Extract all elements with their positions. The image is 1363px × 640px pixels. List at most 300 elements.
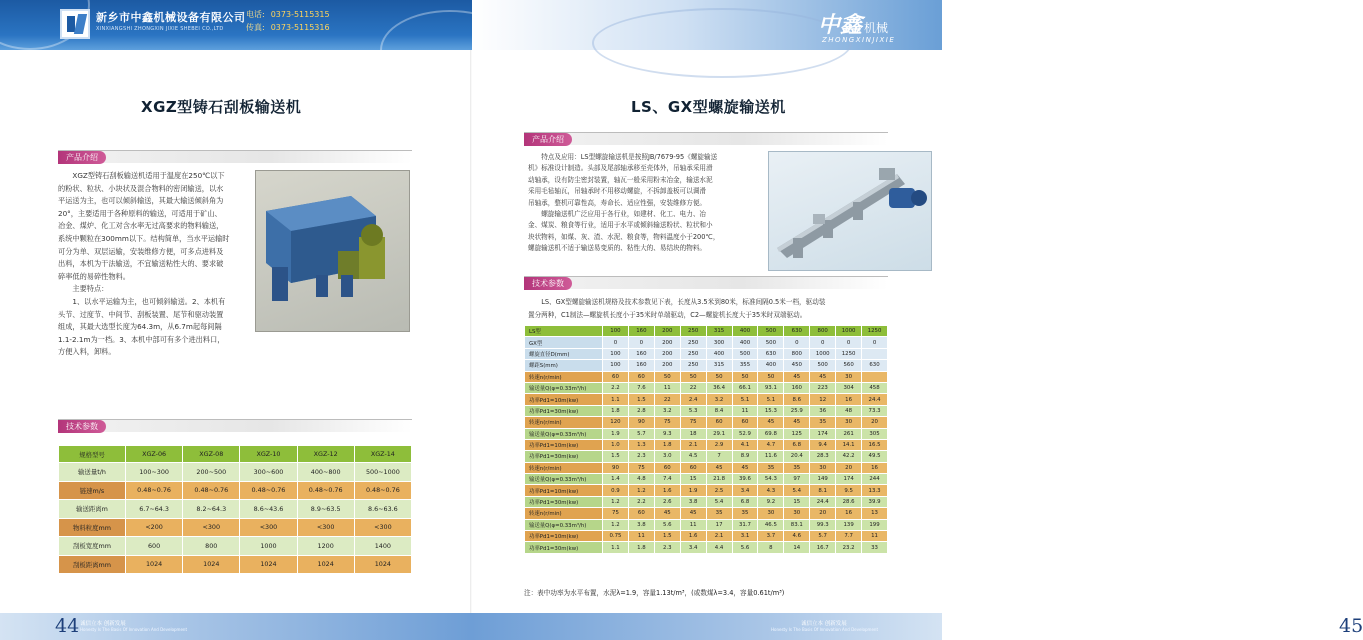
table-cell: 5.1 [758,394,784,405]
table-cell: 1.8 [654,439,680,450]
intro-line: 系统中颗粒在300mm以下。结构简单，当水平运输时 [58,233,230,243]
table-cell: 400 [706,348,732,359]
row-label-cell: 螺旋直径D(mm) [525,348,603,359]
table-cell: 50 [680,371,706,382]
header-left [0,0,472,50]
table-cell: 0.48~0.76 [126,481,183,500]
table-cell: 250 [680,337,706,348]
table-cell: 560 [836,360,862,371]
table-cell: <300 [354,518,411,537]
table-cell: 60 [732,417,758,428]
row-label-cell: 功率Pd1=30m(kw) [525,405,603,416]
fax-label: 传真: [246,23,265,32]
table-cell: 160 [628,360,654,371]
table-cell: 75 [628,462,654,473]
table-cell: 60 [706,417,732,428]
table-cell: 630 [862,360,888,371]
table-cell: 0.9 [603,485,629,496]
table-cell: 60 [654,462,680,473]
table-cell: 1000 [240,537,297,556]
footer-left [0,613,471,640]
table-cell: 139 [836,519,862,530]
table-cell: 3.1 [732,531,758,542]
company-name: 新乡市中鑫机械设备有限公司 [96,11,246,24]
table-cell: 500 [732,348,758,359]
table-row [525,428,888,439]
page-number: 45 [1339,615,1363,637]
brand-logo [818,8,888,39]
table-cell: 0 [836,337,862,348]
table-cell: 250 [680,348,706,359]
row-label-cell: 刮板距离mm [59,555,126,574]
table-header-cell: 630 [784,326,810,337]
intro-line: 1、以水平运输为主，也可倾斜输送。2、本机有 [72,296,226,306]
right-intro-heading: 产品介绍 [524,133,572,146]
table-cell: 1024 [183,555,240,574]
table-cell: 1400 [354,537,411,556]
table-cell: 8.2~64.3 [183,500,240,519]
right-specs-bar [524,276,888,289]
table-cell: 12 [810,394,836,405]
table-cell: 90 [603,462,629,473]
table-header-cell: 1250 [862,326,888,337]
table-cell: 45 [810,371,836,382]
table-cell [862,371,888,382]
specs-line: 置分两种，C1制法—螺旋机长度小于35米时单端驱动，C2—螺旋机长度大于35米时双端驱动。 [528,311,807,319]
table-cell: 630 [758,348,784,359]
table-cell: 60 [680,462,706,473]
table-cell: 3.7 [758,531,784,542]
table-cell: 75 [603,508,629,519]
row-label-cell: 功率Pd1=10m(kw) [525,485,603,496]
table-cell: 4.5 [680,451,706,462]
table-row [525,394,888,405]
table-cell: 20 [862,417,888,428]
table-cell: 160 [628,348,654,359]
phone-number: 0373-5115315 [270,10,330,19]
table-cell: 174 [810,428,836,439]
table-cell: 0.48~0.76 [240,481,297,500]
table-cell [862,348,888,359]
intro-line: 的粉状、粒状、小块状及混合物料的密闭输送，以水 [58,183,224,193]
table-row [525,417,888,428]
table-cell: 25.9 [784,405,810,416]
table-row [59,518,412,537]
row-label-cell: 转速n(r/min) [525,371,603,382]
table-cell: 0 [810,337,836,348]
table-header-cell: 800 [810,326,836,337]
table-cell: 42.2 [836,451,862,462]
table-cell: 4.8 [628,474,654,485]
table-header-cell: 500 [758,326,784,337]
intro-line: 可分为单、双层运输，安装维修方便，可多点进料及 [58,246,224,256]
row-label-cell: 输送量Q(φ=0.33m³/h) [525,428,603,439]
table-cell: 8.6~63.6 [354,500,411,519]
table-row [525,348,888,359]
page-fold [470,50,472,613]
table-cell: 223 [810,382,836,393]
row-label-cell: 输送量Q(φ=0.33m³/h) [525,474,603,485]
table-cell: 2.8 [628,405,654,416]
table-cell: 36.4 [706,382,732,393]
table-cell: 28.6 [836,496,862,507]
table-cell: <300 [183,518,240,537]
table-cell: 1.1 [603,542,629,553]
table-row [525,371,888,382]
table-row [525,451,888,462]
row-label-cell: 功率Pd1=30m(kw) [525,496,603,507]
table-cell: 0.48~0.76 [183,481,240,500]
table-cell: 24.4 [810,496,836,507]
table-cell: 3.8 [680,496,706,507]
table-cell: 39.9 [862,496,888,507]
intro-line: 碎率低的易碎性物料。 [58,271,130,281]
table-cell: 99.3 [810,519,836,530]
table-cell: 29.1 [706,428,732,439]
footer-slogan: 诚信立本 创新发展 [801,621,847,627]
table-cell: 11 [862,531,888,542]
table-cell: 4.1 [732,439,758,450]
table-cell: 355 [732,360,758,371]
table-cell: 500 [758,337,784,348]
table-cell: 800 [183,537,240,556]
intro-line: 20°，主要适用于各种原料的输送，可适用于矿山、 [58,208,222,218]
table-cell: 1024 [126,555,183,574]
table-cell: 36 [810,405,836,416]
footer-slogan-english: Honesty Is The Basis Of Innovation And Development [80,627,188,632]
table-cell: 17 [706,519,732,530]
right-intro-text [528,152,768,255]
table-cell: 3.2 [654,405,680,416]
row-label-cell: 功率Pd1=30m(kw) [525,542,603,553]
table-cell: 5.7 [810,531,836,542]
table-cell: 0 [628,337,654,348]
table-cell: 1.2 [603,519,629,530]
table-cell: <300 [240,518,297,537]
table-cell: 304 [836,382,862,393]
right-page-title: LS、GX型螺旋输送机 [631,98,786,116]
table-cell: 1.2 [628,485,654,496]
table-cell: 16 [862,462,888,473]
table-cell: 6.7~64.3 [126,500,183,519]
table-row [525,360,888,371]
table-cell: 33 [862,542,888,553]
table-header-cell: 160 [628,326,654,337]
table-row [59,481,412,500]
table-cell: 149 [810,474,836,485]
table-cell: 75 [654,417,680,428]
table-cell: 22 [654,394,680,405]
table-cell: 250 [680,360,706,371]
brand-english: ZHONGXINJIXIE [822,36,896,44]
table-cell: <200 [126,518,183,537]
phone-label: 电话: [246,10,265,19]
table-cell: 48 [836,405,862,416]
table-header-cell: 400 [732,326,758,337]
table-cell: 1.5 [654,531,680,542]
table-row [525,462,888,473]
company-logo-icon [60,9,90,39]
table-cell: 120 [603,417,629,428]
table-cell: 1.5 [628,394,654,405]
table-cell: 500~1000 [354,463,411,482]
table-cell: 45 [784,417,810,428]
left-intro-heading: 产品介绍 [58,151,106,164]
table-row [525,485,888,496]
table-cell: 2.1 [680,439,706,450]
row-label-cell: 功率Pd1=10m(kw) [525,439,603,450]
fax-number: 0373-5115316 [270,23,330,32]
footer-right [471,613,1363,640]
row-label-cell: 输送距离m [59,500,126,519]
table-cell: 20.4 [784,451,810,462]
ls-gx-spec-table [524,325,888,554]
table-cell: 244 [862,474,888,485]
table-row [525,542,888,553]
intro-line: 平运送为主，也可以倾斜输送，其最大输送倾斜角为 [58,196,224,206]
table-cell: 54.3 [758,474,784,485]
table-cell: 11 [732,405,758,416]
table-cell: 2.6 [654,496,680,507]
table-header-cell: 315 [706,326,732,337]
table-cell: 45 [654,508,680,519]
left-intro-bar [58,150,412,163]
table-cell: 5.4 [784,485,810,496]
table-cell: 16 [836,508,862,519]
screw-conveyor-photo [768,151,932,271]
row-label-cell: 输送量Q(φ=0.33m³/h) [525,519,603,530]
table-cell: 30 [836,417,862,428]
table-cell: 8.1 [810,485,836,496]
table-cell: 50 [732,371,758,382]
screw-conveyor-image [769,152,933,272]
table-cell: 100~300 [126,463,183,482]
table-cell: 8.9 [732,451,758,462]
row-label-cell: 功率Pd1=30m(kw) [525,451,603,462]
table-row [525,382,888,393]
table-cell: 11.6 [758,451,784,462]
table-cell: 31.7 [732,519,758,530]
table-header-cell: XGZ-10 [240,446,297,463]
table-cell: 50 [706,371,732,382]
right-intro-bar [524,132,888,145]
table-cell: 45 [680,508,706,519]
table-cell: 9.3 [654,428,680,439]
table-cell: 1.8 [628,542,654,553]
table-cell: 21.8 [706,474,732,485]
table-cell: 1000 [810,348,836,359]
intro-line: 螺旋输送机不适于输送易变质的、粘性大的、易结块的物料。 [528,244,707,253]
table-cell: 69.8 [758,428,784,439]
phone-line [246,9,330,20]
table-header-cell: 200 [654,326,680,337]
table-cell: 6.8 [784,439,810,450]
table-cell: 20 [810,508,836,519]
table-cell: 0.48~0.76 [297,481,354,500]
table-cell: 14.1 [836,439,862,450]
intro-line: 头节、过度节、中间节、刮板装置、尾节和驱动装置 [58,309,224,319]
table-row [59,555,412,574]
intro-line: 螺旋输送机广泛应用于各行业，如建材、化工、电力、冶 [541,210,707,219]
table-row [525,496,888,507]
table-cell: 0 [784,337,810,348]
table-cell: 1024 [240,555,297,574]
table-cell: 8 [758,542,784,553]
row-label-cell: 转速n(r/min) [525,462,603,473]
table-cell: 5.4 [706,496,732,507]
table-cell: 1.8 [603,405,629,416]
table-header-cell: 规格型号 [59,446,126,463]
table-cell: 1250 [836,348,862,359]
table-row [525,508,888,519]
table-cell: 97 [784,474,810,485]
right-specs-text [528,296,888,322]
table-cell: 100 [603,360,629,371]
table-cell: 24.4 [862,394,888,405]
table-cell: 60 [603,371,629,382]
table-row [59,500,412,519]
table-cell: 90 [628,417,654,428]
table-cell: 2.2 [603,382,629,393]
table-cell: 45 [732,462,758,473]
table-cell: 0 [862,337,888,348]
table-cell: 30 [758,508,784,519]
table-cell: <300 [297,518,354,537]
table-cell: 7.4 [654,474,680,485]
table-cell: 5.6 [732,542,758,553]
table-cell: 3.4 [732,485,758,496]
table-cell: 14 [784,542,810,553]
table-cell: 458 [862,382,888,393]
table-cell: 45 [784,371,810,382]
table-cell: 35 [810,417,836,428]
intro-line: 块状物料，如煤、灰、渣、水泥、粮食等，物料温度小于200℃， [528,232,720,241]
table-cell: 3.8 [628,519,654,530]
table-cell: 800 [784,348,810,359]
row-label-cell: 功率Pd1=10m(kw) [525,531,603,542]
table-cell: 2.2 [628,496,654,507]
table-cell: 5.6 [654,519,680,530]
table-footnote: 注：表中功率为水平布置，水泥λ=1.9，容量1.13t/m³，(或数煤λ=3.4，容量0.61t/m³) [524,589,785,597]
table-cell: 7.7 [836,531,862,542]
table-cell: 46.5 [758,519,784,530]
table-cell: 45 [706,462,732,473]
table-cell: 1.0 [603,439,629,450]
table-cell: 2.5 [706,485,732,496]
table-cell: 400~800 [297,463,354,482]
left-specs-heading: 技术参数 [58,420,106,433]
table-cell: 1.1 [603,394,629,405]
table-cell: 600 [126,537,183,556]
table-cell: 2.3 [654,542,680,553]
table-cell: 300~600 [240,463,297,482]
intro-line: 主要特点： [72,284,109,294]
table-cell: 200 [654,360,680,371]
table-cell: 8.9~63.5 [297,500,354,519]
intro-line: 方便入料，卸料。 [58,347,116,357]
table-cell: 400 [732,337,758,348]
table-header-cell: 250 [680,326,706,337]
intro-line: 1.1-2.1m为一档。3、本机中部可有多个进出料口， [58,334,225,344]
table-cell: 5.3 [680,405,706,416]
intro-line: 动轴承，设有防尘密封装置，轴瓦一般采用粉末冶金，输送水泥 [528,175,713,184]
row-label-cell: 螺距S(mm) [525,360,603,371]
table-cell: 6.8 [732,496,758,507]
page-number: 44 [55,615,80,637]
xgz-spec-table [58,445,412,574]
table-cell: 1024 [297,555,354,574]
table-cell: 52.9 [732,428,758,439]
table-cell: 1.9 [680,485,706,496]
table-row [525,531,888,542]
table-cell: 5.7 [628,428,654,439]
row-label-cell: 输送量Q(φ=0.33m³/h) [525,382,603,393]
table-cell: 22 [680,382,706,393]
table-cell: 13.3 [862,485,888,496]
table-cell: 4.6 [784,531,810,542]
brand-name: 中鑫 [818,12,863,38]
table-row [525,519,888,530]
table-cell: 93.1 [758,382,784,393]
table-cell: 4.7 [758,439,784,450]
table-cell: 0.75 [603,531,629,542]
table-cell: 200~500 [183,463,240,482]
table-cell: 261 [836,428,862,439]
table-row [59,463,412,482]
left-intro-text [58,170,256,359]
table-cell: 125 [784,428,810,439]
table-cell: 3.2 [706,394,732,405]
table-cell: 30 [784,508,810,519]
intro-line: 冶金、煤炉、化工对含水率无过高要求的物料输送， [58,221,224,231]
table-cell: 73.3 [862,405,888,416]
left-specs-bar [58,419,412,432]
table-header-cell: LS型 [525,326,603,337]
row-label-cell: GX型 [525,337,603,348]
table-cell: 35 [784,462,810,473]
table-cell: 1.2 [603,496,629,507]
table-cell: 8.6~43.6 [240,500,297,519]
table-cell: 1024 [354,555,411,574]
table-cell: 305 [862,428,888,439]
table-row [59,537,412,556]
table-header-row [525,326,888,337]
row-label-cell: 物料粒度mm [59,518,126,537]
table-header-cell: XGZ-06 [126,446,183,463]
row-label-cell: 刮板宽度mm [59,537,126,556]
table-cell: 1.4 [603,474,629,485]
row-label-cell: 输送量t/h [59,463,126,482]
intro-line: 机》标准设计制造。头部及尾部轴承移至壳体外，吊轴承采用滑 [528,164,713,173]
table-cell: 35 [758,462,784,473]
table-cell: 13 [862,508,888,519]
table-cell: 9.5 [836,485,862,496]
table-cell: 1200 [297,537,354,556]
table-cell: 35 [732,508,758,519]
table-cell: 66.1 [732,382,758,393]
table-row [525,439,888,450]
table-header-cell: XGZ-12 [297,446,354,463]
table-cell: 0.48~0.76 [354,481,411,500]
table-header-cell: 100 [603,326,629,337]
table-cell: 0 [603,337,629,348]
table-cell: 60 [628,371,654,382]
table-cell: 7 [706,451,732,462]
table-cell: 49.5 [862,451,888,462]
table-cell: 8.6 [784,394,810,405]
table-cell: 23.2 [836,542,862,553]
table-cell: 30 [810,462,836,473]
